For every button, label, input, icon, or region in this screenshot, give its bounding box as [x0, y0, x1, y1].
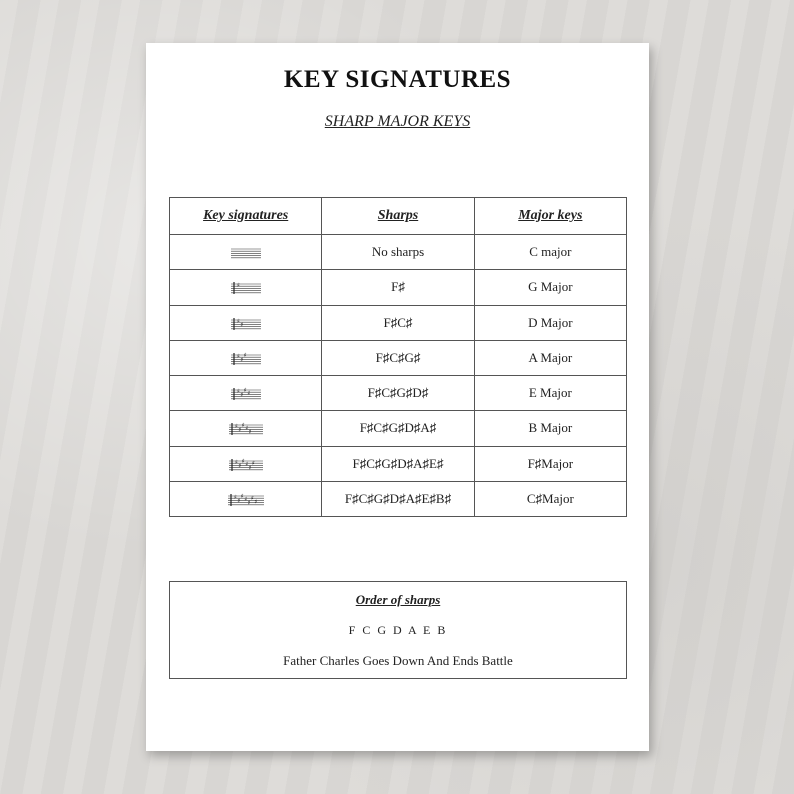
staff-icon	[229, 422, 263, 436]
sharp-symbol: ♯	[236, 282, 240, 290]
key-signature-cell	[170, 340, 322, 375]
order-of-sharps-box	[169, 581, 627, 679]
major-key-cell: G Major	[474, 270, 626, 305]
staff-icon	[231, 352, 261, 366]
key-signature-cell	[170, 305, 322, 340]
key-signature-cell	[170, 411, 322, 446]
major-key-cell: A Major	[474, 340, 626, 375]
key-signatures-table	[169, 197, 627, 517]
sharp-symbol: ♯	[241, 422, 245, 430]
sharp-symbol: ♯	[236, 352, 240, 360]
order-of-sharps-letters: F C G D A E B	[348, 623, 448, 637]
header-key-signatures: Key signatures	[170, 198, 322, 235]
sharp-symbol: ♯	[244, 460, 248, 468]
major-key-cell: B Major	[474, 411, 626, 446]
sharps-cell: F♯C♯	[322, 305, 474, 340]
sharp-symbol: ♯	[240, 320, 243, 328]
header-major-keys: Major keys	[474, 198, 626, 235]
table-row	[170, 411, 627, 446]
major-key-cell: D Major	[474, 305, 626, 340]
sharp-symbol: ♯	[247, 499, 251, 507]
staff-icon	[229, 458, 263, 472]
table-header-row	[170, 198, 627, 235]
staff-icon	[228, 493, 264, 507]
header-sharps: Sharps	[322, 198, 474, 235]
sharp-symbol: ♯	[240, 492, 244, 500]
sharps-cell: F♯C♯G♯D♯A♯	[322, 411, 474, 446]
table-row	[170, 446, 627, 481]
sharp-symbol: ♯	[240, 391, 243, 399]
sharp-symbol: ♯	[238, 461, 241, 469]
staff-icon	[231, 387, 261, 401]
sharps-cell: F♯C♯G♯D♯A♯E♯B♯	[322, 481, 474, 516]
table-row	[170, 376, 627, 411]
major-key-cell: C♯Major	[474, 481, 626, 516]
sharp-symbol: ♯	[251, 459, 255, 467]
table-row	[170, 270, 627, 305]
sharp-symbol: ♯	[243, 387, 247, 395]
key-signature-cell	[170, 446, 322, 481]
key-signature-cell	[170, 376, 322, 411]
sharps-cell: F♯	[322, 270, 474, 305]
sharp-symbol: ♯	[237, 497, 240, 505]
order-of-sharps-mnemonic: Father Charles Goes Down And Ends Battle	[283, 653, 513, 668]
sharp-symbol: ♯	[236, 317, 240, 325]
key-signature-cell	[170, 235, 322, 270]
staff-icon	[231, 317, 261, 331]
table-row	[170, 481, 627, 516]
sharp-symbol: ♯	[236, 388, 240, 396]
page-subtitle: SHARP MAJOR KEYS	[324, 113, 471, 130]
sharp-symbol: ♯	[244, 425, 248, 433]
sharp-symbol: ♯	[248, 464, 252, 472]
table-row	[170, 340, 627, 375]
sharp-symbol: ♯	[243, 351, 247, 359]
order-of-sharps-title: Order of sharps	[355, 592, 441, 607]
sharp-symbol: ♯	[254, 498, 257, 506]
staff-icon	[231, 281, 261, 295]
major-key-cell: C major	[474, 235, 626, 270]
sharps-cell: No sharps	[322, 235, 474, 270]
table-row	[170, 305, 627, 340]
sharp-symbol: ♯	[248, 428, 252, 436]
sharp-symbol: ♯	[240, 356, 243, 364]
sharp-symbol: ♯	[250, 494, 254, 502]
major-key-cell: E Major	[474, 376, 626, 411]
sharp-symbol: ♯	[234, 423, 238, 431]
sharps-cell: F♯C♯G♯	[322, 340, 474, 375]
major-key-cell: F♯Major	[474, 446, 626, 481]
key-signature-cell	[170, 481, 322, 516]
table-row	[170, 235, 627, 270]
document-page	[146, 43, 649, 751]
sharps-cell: F♯C♯G♯D♯A♯E♯	[322, 446, 474, 481]
sharp-symbol: ♯	[234, 458, 238, 466]
sharp-symbol: ♯	[241, 457, 245, 465]
sharp-symbol: ♯	[243, 496, 247, 504]
key-signature-cell	[170, 270, 322, 305]
sharp-symbol: ♯	[238, 426, 241, 434]
sharp-symbol: ♯	[233, 493, 237, 501]
sharps-cell: F♯C♯G♯D♯	[322, 376, 474, 411]
page-title: KEY SIGNATURES	[283, 66, 512, 93]
staff-icon	[231, 246, 261, 260]
sharp-symbol: ♯	[246, 390, 250, 398]
